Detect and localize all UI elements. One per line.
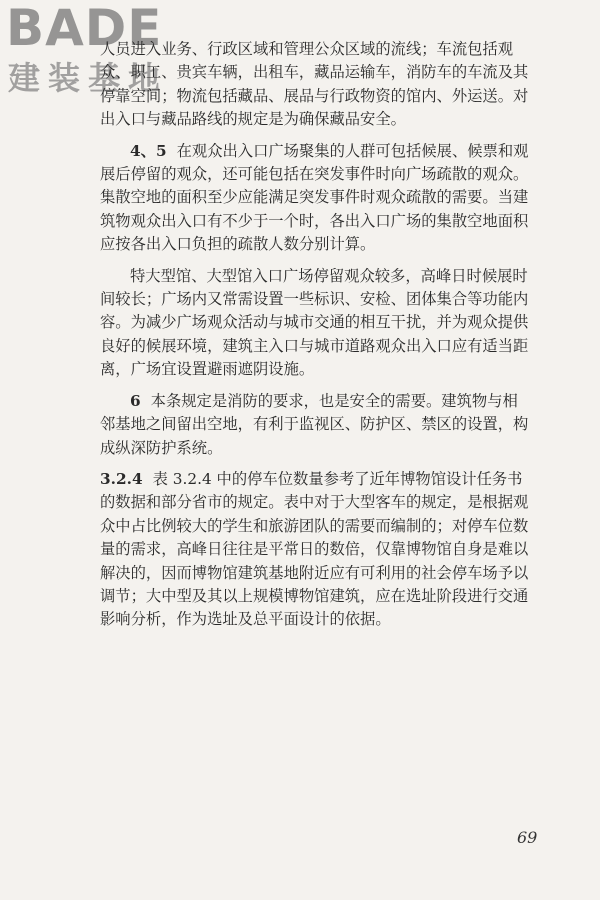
clause-number: 4、5 [130, 141, 167, 160]
watermark-latin-text: BADE [6, 0, 163, 57]
text-line-content: 本条规定是消防的要求，也是安全的需要。建筑物与相 [150, 391, 518, 410]
text-line: 良好的候展环境，建筑主入口与城市道路观众出入口应有适当距 [100, 336, 529, 355]
paragraph-clause-6 [100, 390, 556, 460]
text-line: 出入口与藏品路线的规定是为确保藏品安全。 [100, 110, 406, 129]
text-line [100, 140, 556, 163]
text-line: 解决的，因而博物馆建筑基地附近应有可利用的社会停车场予以 [100, 563, 529, 582]
paragraph-large-museums [100, 265, 556, 382]
body-text [100, 38, 556, 632]
paragraph-clause-3-2-4 [100, 468, 556, 632]
text-line: 邻基地之间留出空地，有利于监视区、防护区、禁区的设置，构 [100, 415, 529, 434]
text-line: 特大型馆、大型馆入口广场停留观众较多，高峰日时候展时 [130, 266, 528, 285]
text-line: 量的需求，高峰日往往是平常日的数倍，仅靠博物馆自身是难以 [100, 540, 529, 559]
text-line: 调节；大中型及其以上规模博物馆建筑，应在选址阶段进行交通 [100, 586, 529, 605]
text-line: 间较长；广场内又常需设置一些标识、安检、团体集合等功能内 [100, 290, 529, 309]
text-line: 人员进入业务、行政区域和管理公众区域的流线；车流包括观 [100, 40, 514, 58]
watermark-cjk-text: 建装基地 [8, 59, 169, 97]
text-line: 展后停留的观众，还可能包括在突发事件时向广场疏散的观众。 [100, 165, 529, 184]
text-line: 的数据和部分省市的规定。表中对于大型客车的规定，是根据观 [100, 493, 529, 512]
paragraph-circulation [100, 38, 556, 132]
text-line: 停靠空间；物流包括藏品、展品与行政物资的馆内、外运送。对 [100, 86, 529, 105]
page-number: 69 [517, 828, 538, 847]
text-line: 影响分析，作为选址及总平面设计的依据。 [100, 610, 391, 629]
text-line: 成纵深防护系统。 [100, 438, 223, 457]
text-line: 离，广场宜设置避雨遮阴设施。 [100, 360, 315, 379]
text-line-content: 表 3.2.4 中的停车位数量参考了近年博物馆设计任务书 [152, 469, 523, 488]
clause-number: 3.2.4 [100, 469, 143, 488]
paragraph-clause-4-5 [100, 140, 556, 257]
text-line [100, 390, 556, 413]
text-line: 应按各出入口负担的疏散人数分别计算。 [100, 235, 376, 254]
text-line: 众、职工、贵宾车辆，出租车，藏品运输车，消防车的车流及其 [100, 63, 529, 82]
text-line-content: 在观众出入口广场聚集的人群可包括候展、候票和观 [176, 141, 529, 160]
clause-number: 6 [130, 391, 141, 410]
text-line: 容。为减少广场观众活动与城市交通的相互干扰，并为观众提供 [100, 313, 529, 332]
text-line [100, 468, 556, 491]
text-line: 集散空地的面积至少应能满足突发事件时观众疏散的需要。当建 [100, 188, 529, 207]
text-line: 筑物观众出入口有不少于一个时，各出入口广场的集散空地面积 [100, 211, 529, 230]
text-line: 众中占比例较大的学生和旅游团队的需要而编制的；对停车位数 [100, 516, 529, 535]
